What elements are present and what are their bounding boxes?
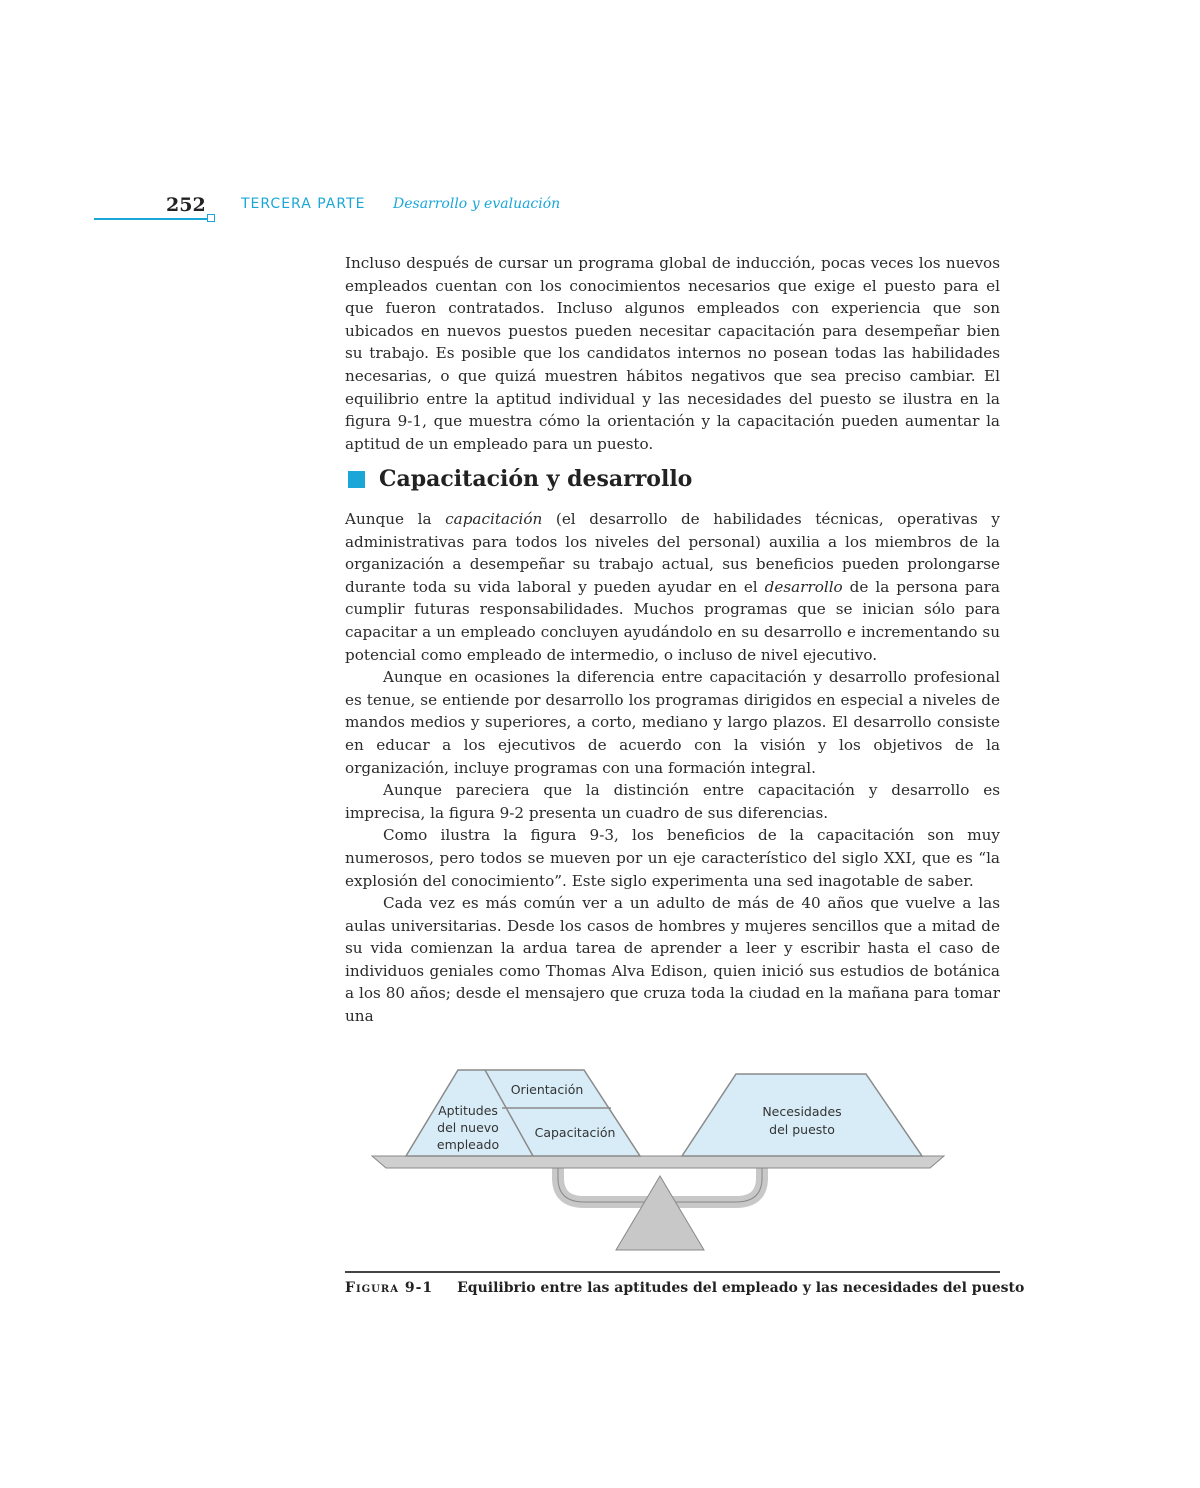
section-title: Capacitación y desarrollo (379, 466, 693, 492)
section-paragraph-2: Aunque en ocasiones la diferencia entre capacitación y desarrollo profesional es tenue, se entiende por desarrollo los programas dirigidos en especial a niveles de mandos medios y superiores, a corto, mediano y largo plazos. El desarrollo consiste en educar a los ejecutivos de acuerdo con la visión y los objetivos de la organización, incluye programas con una formación integral. (345, 668, 1000, 777)
section-paragraph-5: Cada vez es más común ver a un adulto de más de 40 años que vuelve a las aulas universitarias. Desde los casos de hombres y mujeres sencillos que a mitad de su vida comienzan la ardua tarea de aprender a leer y escribir hasta el caso de individuos geniales como Thomas Alva Edison, quien inició sus estudios de botánica a los 80 años; desde el mensajero que cruza toda la ciudad en la mañana para tomar una (345, 894, 1000, 1026)
header-rule-marker (207, 214, 215, 222)
header-part-title: TERCERA PARTE (241, 196, 366, 212)
section-bullet-square-icon (348, 471, 365, 488)
term-desarrollo: desarrollo (764, 577, 843, 596)
label-aptitudes-3: empleado (436, 1137, 500, 1152)
figure-caption-label: Figura 9-1 (345, 1280, 434, 1296)
label-necesidades-2: del puesto (769, 1122, 835, 1137)
page-number: 252 (166, 194, 206, 216)
intro-paragraph-block (345, 252, 1000, 455)
label-necesidades-1: Necesidades (762, 1104, 842, 1119)
label-aptitudes-1: Aptitudes (438, 1103, 498, 1118)
section-paragraph-4: Como ilustra la figura 9-3, los beneficios de la capacitación son muy numerosos, pero todos se mueven por un eje característico del siglo XXI, que es “la explosión del conocimiento”. Este siglo experimenta una sed inagotable de saber. (345, 826, 1000, 890)
label-aptitudes-2: del nuevo (437, 1120, 499, 1135)
section-paragraph-3: Aunque pareciera que la distinción entre capacitación y desarrollo es imprecisa, la figura 9-2 presenta un cuadro de sus diferencias. (345, 781, 1000, 822)
figure-caption-text: Equilibrio entre las aptitudes del empleado y las necesidades del puesto (457, 1280, 1025, 1296)
term-capacitacion: capacitación (445, 510, 543, 528)
scale-fulcrum (616, 1176, 704, 1250)
label-orientacion: Orientación (510, 1082, 584, 1097)
figure-caption (345, 1280, 1024, 1296)
section-heading (348, 466, 692, 492)
header-section-subtitle: Desarrollo y evaluación (393, 196, 561, 212)
balance-diagram (370, 1060, 950, 1260)
section-body (345, 508, 1000, 1028)
scale-beam (372, 1156, 944, 1168)
section-paragraph-1: Aunque la capacitación (el desarrollo de habilidades técnicas, operativas y administrativas para todos los niveles del personal) auxilia a los miembros de la organización a desempeñar su trabajo actual, sus beneficios pueden prolongarse durante toda su vida laboral y pueden ayudar en el desarrollo de la persona para cumplir futuras responsabilidades. Muchos programas que se inician sólo para capacitar a un empleado concluyen ayudándolo en su desarrollo e incrementando su potencial como empleado de intermedio, o incluso de nivel ejecutivo. (345, 510, 1001, 664)
label-capacitacion: Capacitación (534, 1125, 616, 1140)
header-rule (94, 218, 210, 220)
caption-rule (345, 1271, 1000, 1273)
intro-paragraph: Incluso después de cursar un programa global de inducción, pocas veces los nuevos empleados cuentan con los conocimientos necesarios que exige el puesto para el que fueron contratados. Incluso algunos empleados con experiencia que son ubicados en nuevos puestos pueden necesitar capacitación para desempeñar bien su trabajo. Es posible que los candidatos internos no posean todas las habilidades necesarias, o que quizá muestren hábitos negativos que sea preciso cambiar. El equilibrio entre la aptitud individual y las necesidades del puesto se ilustra en la figura 9-1, que muestra cómo la orientación y la capacitación pueden aumentar la aptitud de un empleado para un puesto. (345, 254, 1000, 453)
